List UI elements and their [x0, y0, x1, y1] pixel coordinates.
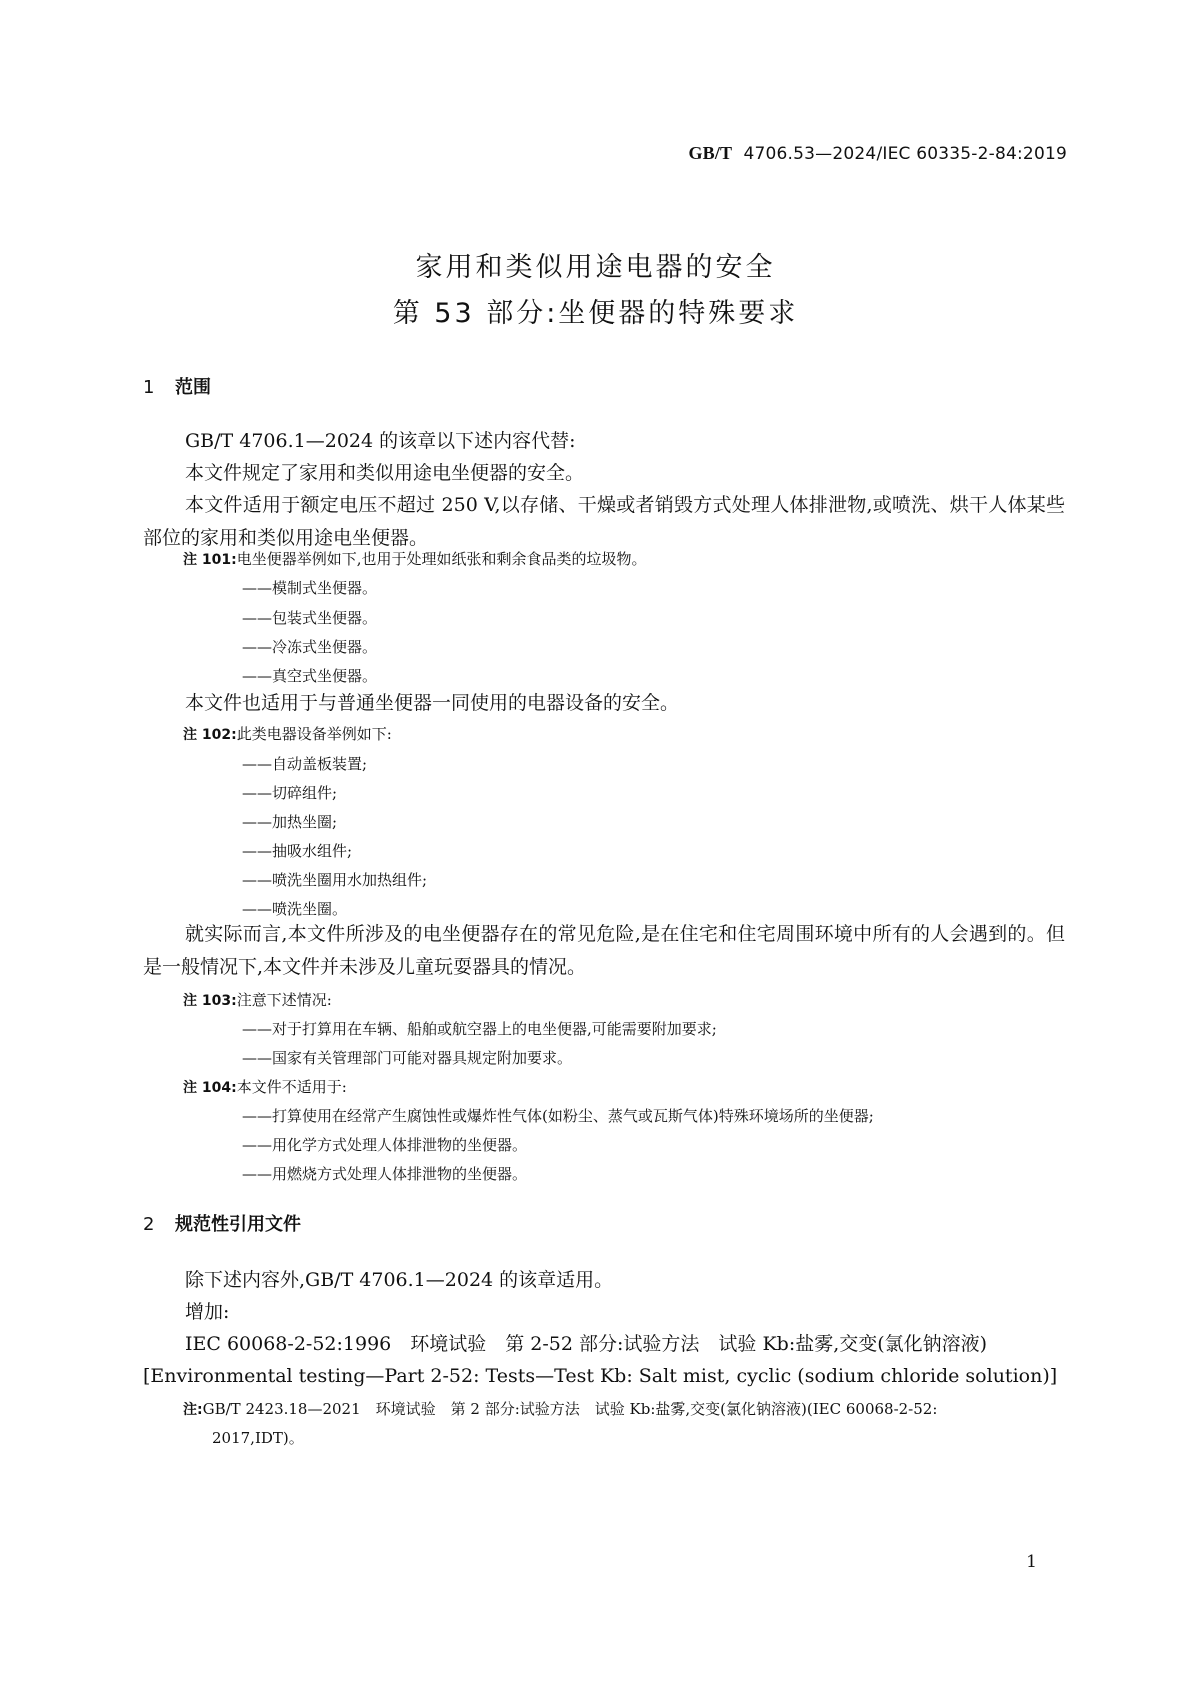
title-line-1: 家用和类似用途电器的安全 [415, 252, 776, 283]
list-item: ——抽吸水组件; [242, 842, 353, 860]
note-text: 本文件不适用于: [236, 1078, 347, 1096]
paragraph: 本文件适用于额定电压不超过 250 V,以存储、干燥或者销毁方式处理人体排泄物,或喷洗、烘干人体某些部位的家用和类似用途电坐便器。 [143, 494, 1065, 549]
section-2-heading [143, 1210, 301, 1236]
reference-entry: IEC 60068-2-52:1996 环境试验 第 2-52 部分:试验方法 试验 Kb:盐雾,交变(氯化钠溶液) [185, 1333, 988, 1355]
list-item: ——国家有关管理部门可能对器具规定附加要求。 [242, 1049, 573, 1067]
title-line-2: 第 53 部分:坐便器的特殊要求 [392, 298, 799, 329]
list-item: ——模制式坐便器。 [242, 579, 378, 597]
list-item: ——自动盖板装置; [242, 755, 368, 773]
reference-entry-english: [Environmental testing—Part 2-52: Tests—Test Kb: Salt mist, cyclic (sodium chloride solution)] [143, 1365, 1058, 1387]
paragraph: 增加: [185, 1301, 230, 1323]
list-item: ——打算使用在经常产生腐蚀性或爆炸性气体(如粉尘、蒸气或瓦斯气体)特殊环境场所的坐便器; [242, 1107, 874, 1125]
note-label: 注 102: [183, 727, 237, 743]
list-item: ——切碎组件; [242, 784, 338, 802]
note-label: 注 101: [183, 552, 237, 568]
note-text: 电坐便器举例如下,也用于处理如纸张和剩余食品类的垃圾物。 [236, 550, 647, 568]
paragraph: 就实际而言,本文件所涉及的电坐便器存在的常见危险,是在住宅和住宅周围环境中所有的人会遇到的。但是一般情况下,本文件并未涉及儿童玩耍器具的情况。 [143, 923, 1065, 978]
standard-number [688, 143, 1067, 164]
page-number: 1 [1026, 1552, 1037, 1572]
paragraph: GB/T 4706.1—2024 的该章以下述内容代替: [185, 430, 576, 452]
note-103 [183, 986, 332, 1015]
note-text: GB/T 2423.18—2021 环境试验 第 2 部分:试验方法 试验 Kb:盐雾,交变(氯化钠溶液)(IEC 60068-2-52: [202, 1400, 938, 1418]
section-number: 2 [143, 1214, 155, 1235]
note-label: 注 104: [183, 1080, 237, 1096]
note-text: 注意下述情况: [236, 991, 332, 1009]
reference-note [183, 1395, 937, 1424]
list-item: ——加热坐圈; [242, 813, 338, 831]
list-item: ——对于打算用在车辆、船舶或航空器上的电坐便器,可能需要附加要求; [242, 1020, 717, 1038]
list-item: ——喷洗坐圈。 [242, 900, 348, 918]
list-item: ——喷洗坐圈用水加热组件; [242, 871, 428, 889]
section-number: 1 [143, 377, 155, 398]
paragraph: 本文件也适用于与普通坐便器一同使用的电器设备的安全。 [185, 692, 680, 714]
note-101 [183, 545, 646, 574]
paragraph: 本文件规定了家用和类似用途电坐便器的安全。 [185, 462, 585, 484]
section-1-heading [143, 373, 211, 399]
list-item: ——真空式坐便器。 [242, 667, 378, 685]
note-102 [183, 720, 392, 749]
section-title: 规范性引用文件 [175, 1214, 301, 1235]
note-label: 注 103: [183, 993, 237, 1009]
standard-prefix: GB/T [688, 143, 733, 163]
section-title: 范围 [175, 377, 211, 398]
list-item: ——用化学方式处理人体排泄物的坐便器。 [242, 1136, 528, 1154]
note-104 [183, 1073, 347, 1102]
list-item: ——包装式坐便器。 [242, 609, 378, 627]
standard-code: 4706.53—2024/IEC 60335-2-84:2019 [743, 144, 1067, 164]
list-item: ——冷冻式坐便器。 [242, 638, 378, 656]
note-label: 注: [183, 1402, 203, 1418]
list-item: ——用燃烧方式处理人体排泄物的坐便器。 [242, 1165, 528, 1183]
paragraph: 除下述内容外,GB/T 4706.1—2024 的该章适用。 [185, 1269, 614, 1291]
note-text: 此类电器设备举例如下: [236, 725, 392, 743]
reference-note-continued: 2017,IDT)。 [212, 1429, 304, 1447]
